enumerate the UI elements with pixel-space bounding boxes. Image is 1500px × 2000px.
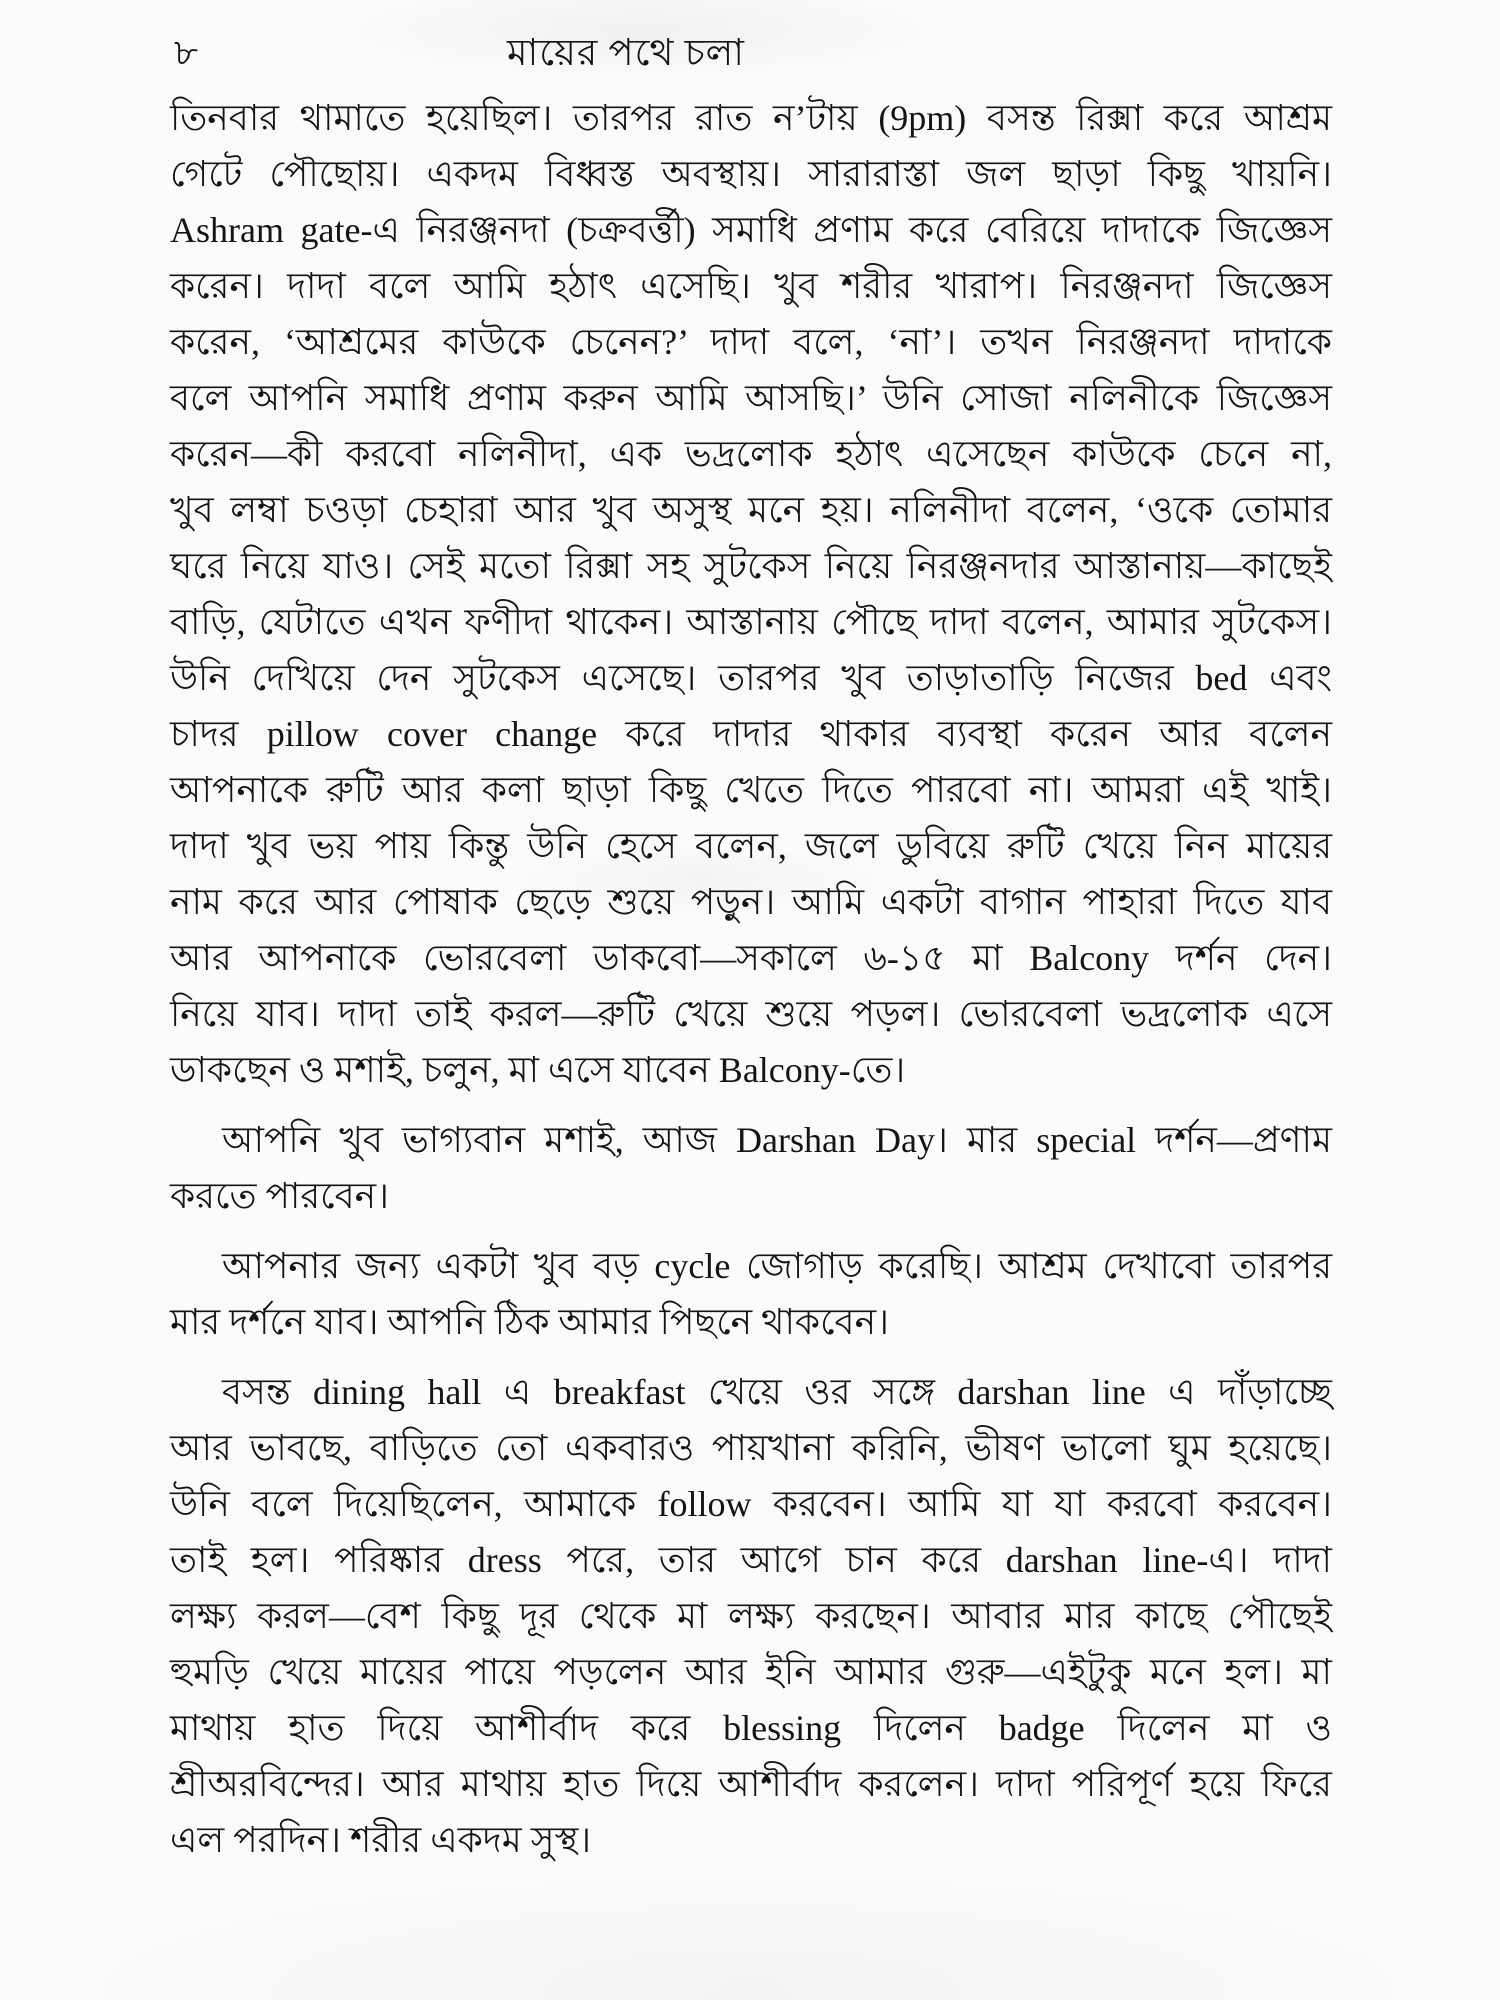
text-line: বাড়ি, যেটাতে এখন ফণীদা থাকেন। আস্তানায় পৌছে দাদা বলেন, আমার সুটকেস। [170, 602, 1332, 642]
text-line: করতে পারবেন। [170, 1176, 390, 1216]
page-title: মায়ের পথে চলা [506, 33, 745, 74]
text-line: বসন্ত dining hall এ breakfast খেয়ে ওর সঙ্গে darshan line এ দাঁড়াচ্ছে [222, 1372, 1332, 1412]
text-line: আর ভাবছে, বাড়িতে তো একবারও পায়খানা করিনি, ভীষণ ভালো ঘুম হয়েছে। [170, 1428, 1332, 1468]
text-line: আপনি খুব ভাগ্যবান মশাই, আজ Darshan Day। মার special দর্শন—প্রণাম [222, 1120, 1332, 1160]
page-body [170, 90, 1332, 1868]
text-line: নিয়ে যাব। দাদা তাই করল—রুটি খেয়ে শুয়ে পড়ল। ভোরবেলা ভদ্রলোক এসে [170, 994, 1332, 1034]
text-line: করেন। দাদা বলে আমি হঠাৎ এসেছি। খুব শরীর খারাপ। নিরঞ্জনদা জিজ্ঞেস [170, 266, 1332, 306]
paragraph [170, 1238, 1332, 1350]
text-line: এল পরদিন। শরীর একদম সুস্থ। [170, 1820, 592, 1860]
text-line: উনি বলে দিয়েছিলেন, আমাকে follow করবেন। আমি যা যা করবো করবেন। [170, 1484, 1332, 1524]
text-line: উনি দেখিয়ে দেন সুটকেস এসেছে। তারপর খুব তাড়াতাড়ি নিজের bed এবং [170, 658, 1332, 698]
text-line: ঘরে নিয়ে যাও। সেই মতো রিক্সা সহ সুটকেস নিয়ে নিরঞ্জনদার আস্তানায়—কাছেই [170, 546, 1332, 586]
text-line: করেন, ‘আশ্রমের কাউকে চেনেন?’ দাদা বলে, ‘না’। তখন নিরঞ্জনদা দাদাকে [170, 322, 1332, 362]
text-line: দাদা খুব ভয় পায় কিন্তু উনি হেসে বলেন, জলে ডুবিয়ে রুটি খেয়ে নিন মায়ের [170, 826, 1332, 866]
text-line: Ashram gate-এ নিরঞ্জনদা (চক্রবর্ত্তী) সমাধি প্রণাম করে বেরিয়ে দাদাকে জিজ্ঞেস [170, 210, 1332, 250]
text-line: তাই হল। পরিষ্কার dress পরে, তার আগে চান করে darshan line-এ। দাদা [170, 1540, 1332, 1580]
text-line: করেন—কী করবো নলিনীদা, এক ভদ্রলোক হঠাৎ এসেছেন কাউকে চেনে না, [170, 434, 1332, 474]
text-line: ডাকছেন ও মশাই, চলুন, মা এসে যাবেন Balcony-তে। [170, 1050, 906, 1090]
paragraph [170, 1364, 1332, 1868]
text-line: আপনার জন্য একটা খুব বড় cycle জোগাড় করেছি। আশ্রম দেখাবো তারপর [222, 1246, 1332, 1286]
text-line: নাম করে আর পোষাক ছেড়ে শুয়ে পড়ুন। আমি একটা বাগান পাহারা দিতে যাব [170, 882, 1332, 922]
text-line: চাদর pillow cover change করে দাদার থাকার ব্যবস্থা করেন আর বলেন [170, 714, 1332, 754]
text-line: গেটে পৌছোয়। একদম বিধ্বস্ত অবস্থায়। সারারাস্তা জল ছাড়া কিছু খায়নি। [170, 154, 1332, 194]
paragraph [170, 1112, 1332, 1224]
text-line: বলে আপনি সমাধি প্রণাম করুন আমি আসছি।’ উনি সোজা নলিনীকে জিজ্ঞেস [170, 378, 1332, 418]
text-line: শ্রীঅরবিন্দের। আর মাথায় হাত দিয়ে আশীর্বাদ করলেন। দাদা পরিপূর্ণ হয়ে ফিরে [170, 1764, 1332, 1804]
text-line: তিনবার থামাতে হয়েছিল। তারপর রাত ন’টায় (9pm) বসন্ত রিক্সা করে আশ্রম [170, 98, 1332, 138]
text-line: লক্ষ্য করল—বেশ কিছু দূর থেকে মা লক্ষ্য করছেন। আবার মার কাছে পৌছেই [170, 1596, 1332, 1636]
page-header [170, 26, 1332, 86]
text-line: মাথায় হাত দিয়ে আশীর্বাদ করে blessing দিলেন badge দিলেন মা ও [170, 1708, 1332, 1748]
text-line: হুমড়ি খেয়ে মায়ের পায়ে পড়লেন আর ইনি আমার গুরু—এইটুকু মনে হল। মা [170, 1652, 1332, 1692]
text-line: আপনাকে রুটি আর কলা ছাড়া কিছু খেতে দিতে পারবো না। আমরা এই খাই। [170, 770, 1332, 810]
text-line: আর আপনাকে ভোরবেলা ডাকবো—সকালে ৬-১৫ মা Balcony দর্শন দেন। [170, 938, 1332, 978]
text-line: খুব লম্বা চওড়া চেহারা আর খুব অসুস্থ মনে হয়। নলিনীদা বলেন, ‘ওকে তোমার [170, 490, 1332, 530]
text-line: মার দর্শনে যাব। আপনি ঠিক আমার পিছনে থাকবেন। [170, 1302, 889, 1342]
page-number: ৮ [174, 33, 199, 74]
paragraph [170, 90, 1332, 1098]
